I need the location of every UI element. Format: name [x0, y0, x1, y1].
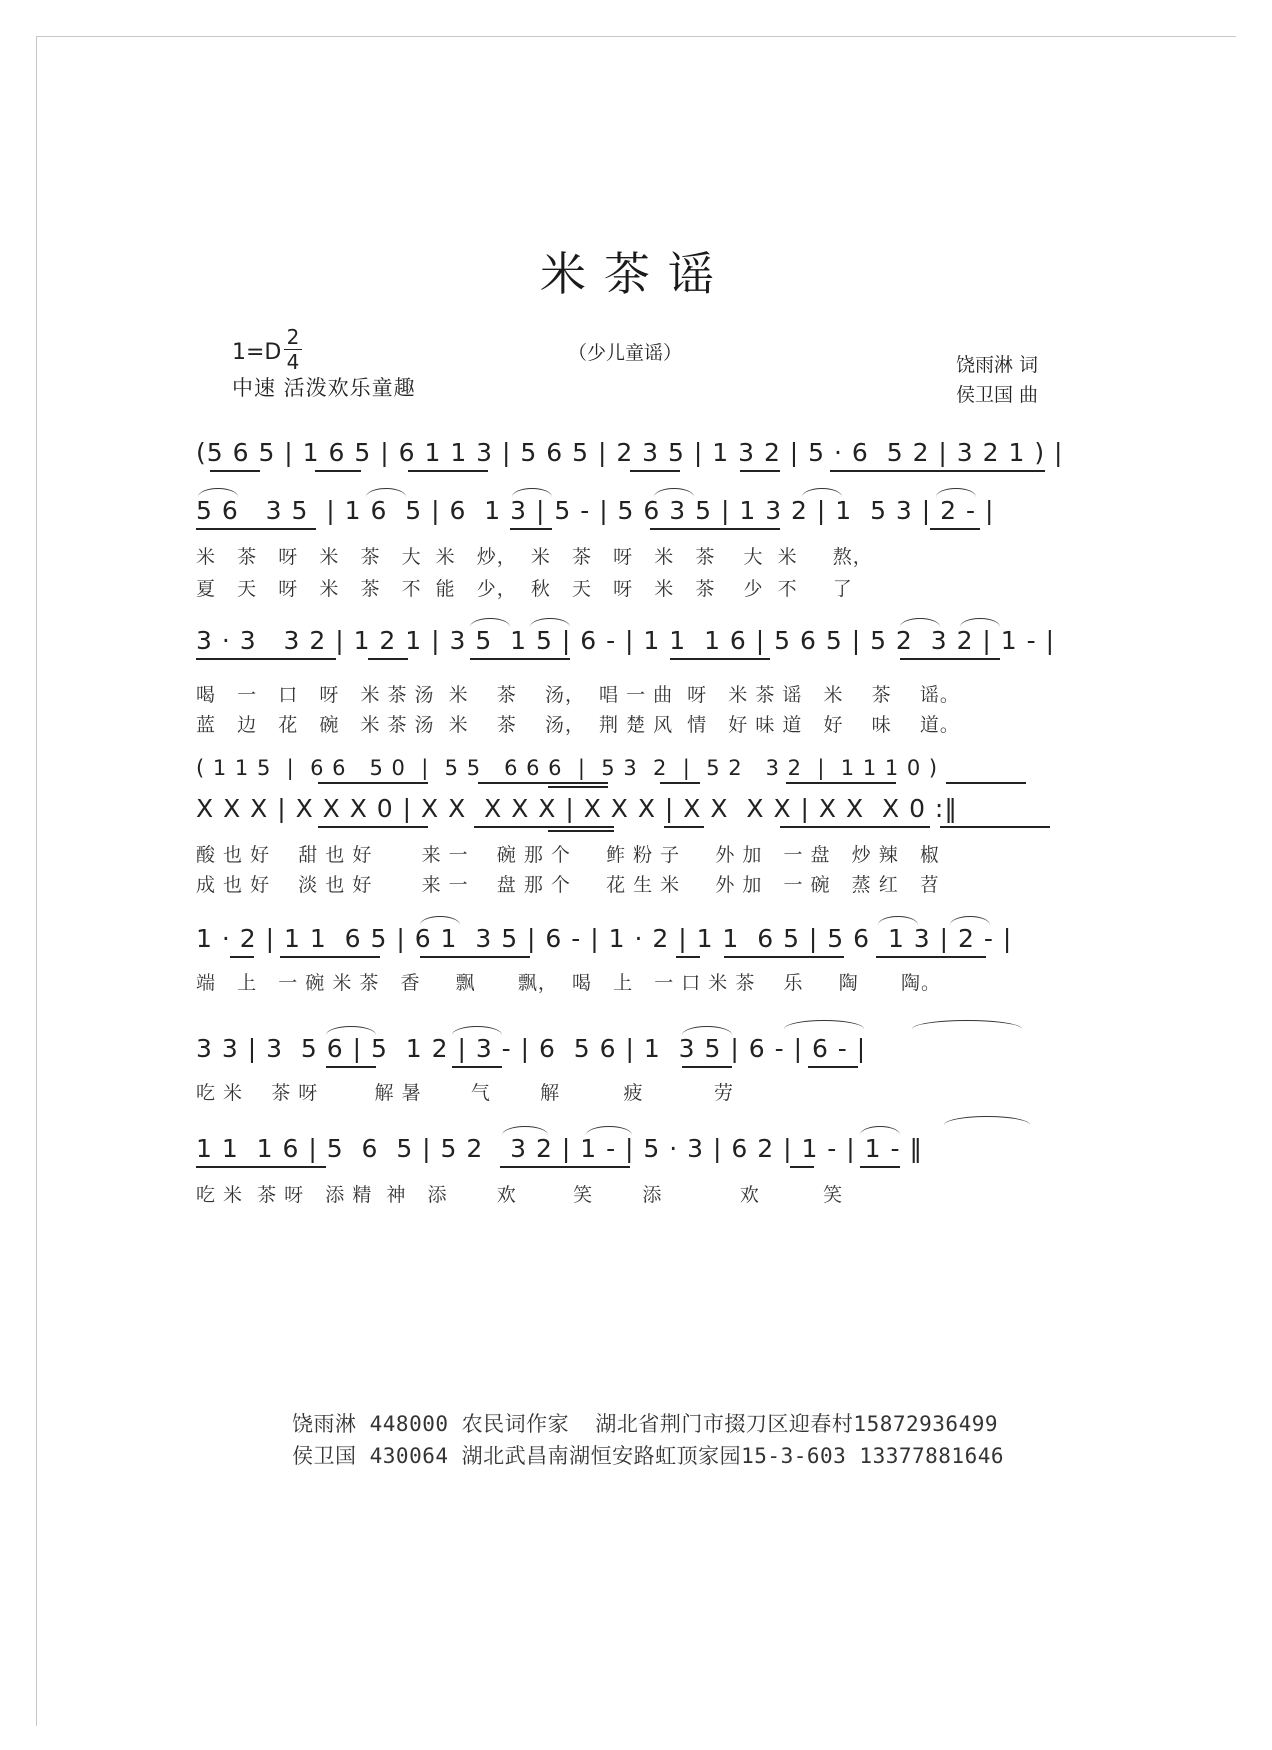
notation-line-8: 1 1 1 6 | 5 6 5 | 5 2 3 2 | 1 - | 5 · 3 | 6 2 | 1 - | 1 - ‖: [196, 1134, 923, 1163]
beam-double: [548, 830, 614, 832]
time-signature-bottom: 4: [286, 350, 300, 374]
beam: [664, 826, 704, 828]
slur: [654, 488, 694, 497]
beam: [830, 470, 990, 472]
lyricist: 饶雨淋 词: [956, 354, 1039, 376]
time-signature: [284, 326, 302, 373]
subtitle: （少儿童谣）: [568, 342, 683, 364]
notation-line-7: 3 3 | 3 5 6 | 5 1 2 | 3 - | 6 5 6 | 1 3 5 | 6 - | 6 - |: [196, 1034, 867, 1063]
beam: [876, 956, 986, 958]
slur: [900, 618, 940, 627]
tie: [944, 1116, 1030, 1125]
notation-line-4: ( 1 1 5 | 6 6 5 0 | 5 5 6 6 6 | 5 3 2 | 5 2 3 2 | 1 1 1 0 ): [196, 756, 939, 780]
beam: [326, 1066, 376, 1068]
notation-line-5: X X X | X X X 0 | X X X X X | X X X | X X X X | X X X 0 :‖: [196, 794, 958, 823]
beam: [478, 782, 608, 784]
lyric-line-3b: 蓝 边 花 碗 米 茶 汤 米 茶 汤， 荆 楚 风 情 好 味 道 好 味 道。: [196, 714, 960, 736]
slur: [512, 488, 552, 497]
slur: [502, 1126, 548, 1135]
song-title: 米茶谣: [540, 247, 732, 301]
beam: [724, 956, 844, 958]
beam: [676, 956, 700, 958]
beam: [940, 826, 1050, 828]
slur: [878, 916, 918, 925]
footer-line-2: 侯卫国 430064 湖北武昌南湖恒安路虹顶家园15-3-603 13377881646: [292, 1444, 1005, 1468]
slur: [682, 1026, 732, 1035]
slur: [470, 618, 510, 627]
beam: [318, 826, 428, 828]
notation-line-3: 3 · 3 3 2 | 1 2 1 | 3 5 1 5 | 6 - | 1 1 1 6 | 5 6 5 | 5 2 3 2 | 1 - |: [196, 626, 1056, 655]
beam: [786, 782, 896, 784]
lyric-line-8a: 吃 米 茶 呀 添 精 神 添 欢 笑 添 欢 笑: [196, 1184, 844, 1206]
beam: [315, 470, 361, 472]
slur: [452, 1026, 502, 1035]
beam: [740, 470, 780, 472]
slur: [802, 488, 842, 497]
slur: [586, 1126, 632, 1135]
beam: [452, 1066, 502, 1068]
tempo-marking: 中速 活泼欢乐童趣: [232, 376, 416, 400]
beam: [196, 1166, 326, 1168]
slur: [912, 1020, 1022, 1029]
footer-line-1: 饶雨淋 448000 农民词作家 湖北省荆门市掇刀区迎春村15872936499: [292, 1412, 999, 1436]
beam: [808, 1066, 858, 1068]
lyric-line-5b: 成 也 好 淡 也 好 来 一 盘 那 个 花 生 米 外 加 一 碗 蒸 红 苕: [196, 874, 940, 896]
beam: [930, 528, 980, 530]
beam: [368, 658, 408, 660]
beam: [975, 470, 1045, 472]
slur: [420, 916, 460, 925]
beam: [470, 658, 570, 660]
page-border-top: [36, 36, 1236, 37]
time-signature-top: 2: [286, 325, 300, 349]
beam: [408, 470, 488, 472]
credits: [956, 350, 1038, 410]
beam: [660, 782, 700, 784]
lyric-line-7a: 吃 米 茶 呀 解 暑 气 解 疲 劳: [196, 1082, 734, 1104]
slur: [860, 1126, 900, 1135]
lyric-line-5a: 酸 也 好 甜 也 好 来 一 碗 那 个 鲊 粉 子 外 加 一 盘 炒 辣 椒: [196, 844, 940, 866]
beam: [860, 1166, 900, 1168]
beam: [196, 528, 316, 530]
beam: [900, 658, 1000, 660]
beam: [630, 470, 680, 472]
beam: [474, 826, 614, 828]
beam: [946, 782, 1026, 784]
slur: [950, 916, 990, 925]
beam: [318, 782, 428, 784]
lyric-line-2a: 米 茶 呀 米 茶 大 米 炒， 米 茶 呀 米 茶 大 米 熬，: [196, 546, 873, 568]
slur: [936, 488, 976, 497]
slur: [784, 1020, 864, 1029]
beam: [500, 1166, 630, 1168]
beam-double: [548, 786, 608, 788]
notation-line-2: 5 6 3 5 | 1 6 5 | 6 1 3 | 5 - | 5 6 3 5 | 1 3 2 | 1 5 3 | 2 - |: [196, 496, 995, 525]
slur: [326, 1026, 376, 1035]
beam: [780, 826, 930, 828]
beam: [670, 658, 770, 660]
key-signature: 1=D: [232, 340, 282, 365]
beam: [420, 956, 530, 958]
beam: [230, 956, 254, 958]
slur: [530, 618, 570, 627]
slur: [960, 618, 1000, 627]
beam: [790, 1166, 814, 1168]
beam: [650, 528, 780, 530]
composer: 侯卫国 曲: [956, 384, 1039, 406]
beam: [280, 956, 380, 958]
lyric-line-6a: 端 上 一 碗 米 茶 香 飘 飘， 喝 上 一 口 米 茶 乐 陶 陶。: [196, 972, 941, 994]
beam: [210, 470, 260, 472]
beam: [682, 1066, 732, 1068]
slur: [198, 488, 238, 497]
notation-line-6: 1 · 2 | 1 1 6 5 | 6 1 3 5 | 6 - | 1 · 2 | 1 1 6 5 | 5 6 1 3 | 2 - |: [196, 924, 1013, 953]
beam: [196, 658, 336, 660]
lyric-line-3a: 喝 一 口 呀 米 茶 汤 米 茶 汤， 唱 一 曲 呀 米 茶 谣 米 茶 谣。: [196, 684, 960, 706]
slur: [366, 488, 406, 497]
notation-line-1: (5 6 5 | 1 6 5 | 6 1 1 3 | 5 6 5 | 2 3 5 | 1 3 2 | 5 · 6 5 2 | 3 2 1 ) |: [196, 438, 1064, 467]
beam: [510, 528, 552, 530]
lyric-line-2b: 夏 天 呀 米 茶 不 能 少， 秋 天 呀 米 茶 少 不 了: [196, 578, 853, 600]
